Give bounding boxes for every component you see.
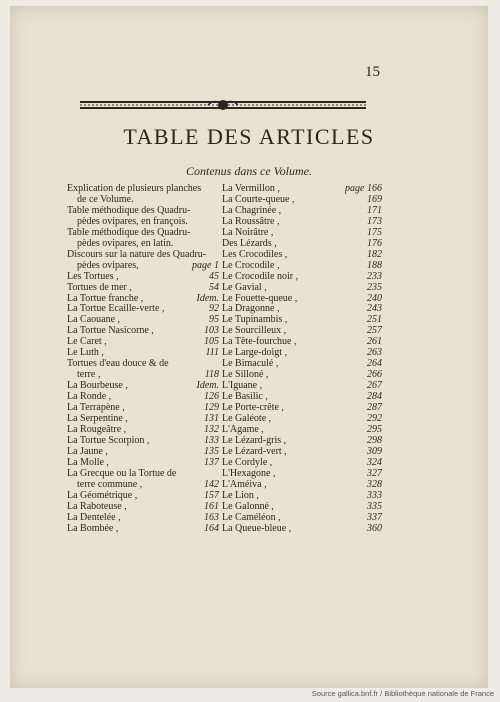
entry-title-line: Table méthodique des Quadru- [67,204,191,216]
entry-page-number: 327 [367,467,382,479]
entry-title-line: La Chagrinée , [222,204,282,216]
entry-title-line: La Grecque ou la Tortue de [67,467,177,479]
entry-title-line: Explication de plusieurs planches [67,183,202,194]
table-entry [222,261,382,272]
entry-title-line: La Géométrique , [67,489,138,501]
entry-title-line: Le Fouette-queue , [222,292,298,304]
entry-page-number: 164 [204,522,219,534]
entry-title-line: Le Gavial , [222,281,267,293]
entry-title-line: La Rougeâtre , [67,423,127,435]
entry-title-line: La Bourbeuse , [67,380,128,392]
entry-title-line: terre commune , [77,478,143,490]
entry-page-number: 103 [204,325,219,337]
table-entry [67,184,219,206]
entry-title-line: Le Crocodile noir , [222,270,299,282]
entry-title-line: pèdes ovipares, en françois. [77,215,188,227]
table-entry [222,513,382,524]
table-entry [67,272,219,283]
table-entry [67,513,219,524]
page-number: 15 [365,64,380,80]
table-entry [67,250,219,272]
entry-title-line: La Courte-queue , [222,193,295,205]
entry-title-line: Le Luth , [67,347,104,359]
entry-page-number: 142 [204,478,219,490]
entry-page-number: 173 [367,215,382,227]
entry-title-line: Tortues d'eau douce & de [67,358,169,370]
book-page [10,6,488,688]
entry-title-line: La Queue-bleue , [222,522,292,534]
entry-title-line: Le Bimaculé , [222,358,279,370]
table-entry [222,272,382,283]
entry-page-number: 298 [367,434,382,446]
entry-title-line: pèdes ovipares, en latin. [77,237,174,249]
entry-title-line: L'Améiva , [222,478,267,490]
entry-page-number: 309 [367,445,382,457]
entry-page-number: Idem. [196,380,219,392]
entry-title-line: Le Caret , [67,336,107,348]
entry-page-number: 111 [205,347,219,359]
source-credit: Source gallica.bnf.fr / Bibliothèque nationale de France [311,689,494,698]
entry-page-number: 45 [209,270,219,282]
entry-title-line: La Tortue Ecaille-verte , [67,303,165,315]
entry-page-number: 333 [367,489,382,501]
entry-title-line: Des Lézards , [222,237,277,249]
entry-title-line: La Tortue Nasicorne , [67,325,154,337]
entry-title-line: Les Tortues , [67,270,119,282]
entry-page-number: 251 [367,314,382,326]
page-title: TABLE DES ARTICLES [123,124,375,149]
page-subtitle: Contenus dans ce Volume. [186,164,312,178]
table-entry [67,228,219,250]
entry-page-number: 324 [367,456,382,468]
entry-title-line: La Caouane , [67,314,121,326]
entry-page-number: 266 [367,369,382,381]
entry-page-number: 360 [367,522,382,534]
entry-title-line: Le Basilic , [222,391,268,403]
entry-page-number: 261 [367,336,382,348]
table-column-right [222,184,382,535]
entry-page-number: 328 [367,478,382,490]
entry-title-line: Le Large-doigt , [222,347,288,359]
table-entry [67,491,219,502]
entry-page-number: 92 [209,303,219,315]
entry-title-line: de ce Volume. [77,193,134,205]
table-entry [222,283,382,294]
table-column-left [67,184,219,535]
entry-title-line: terre , [77,369,101,381]
entry-title-line: Le Lézard-gris , [222,434,287,446]
entry-title-line: Table méthodique des Quadru- [67,226,191,238]
entry-page-number: 337 [367,511,382,523]
table-entry [67,502,219,513]
entry-page-number: 188 [367,259,382,271]
table-entry [222,502,382,513]
entry-title-line: Les Crocodiles , [222,248,288,260]
entry-title-line: Le Silloné , [222,369,269,381]
entry-page-number: 95 [209,314,219,326]
entry-page-number: 235 [367,281,382,293]
entry-title-line: La Bombée , [67,522,119,534]
entry-page-number: 257 [367,325,382,337]
entry-title-line: Le Galéote , [222,413,272,425]
entry-page-number: page 1 [192,259,219,271]
entry-page-number: 132 [204,423,219,435]
entry-title-line: La Ronde , [67,391,112,403]
entry-page-number: 169 [367,193,382,205]
entry-page-number: 157 [204,489,219,501]
entry-page-number: 133 [204,434,219,446]
entry-page-number: 175 [367,226,382,238]
entry-title-line: pèdes ovipares, [77,259,139,271]
table-entry [67,469,219,491]
entry-page-number: 129 [204,402,219,414]
entry-title-line: Le Tupinambis , [222,314,288,326]
entry-title-line: Le Porte-crête , [222,402,284,414]
entry-title-line: La Serpentine , [67,413,128,425]
table-entry [67,524,219,535]
table-entry [67,359,219,381]
entry-title-line: Le Lion , [222,489,259,501]
entry-page-number: Idem. [196,292,219,304]
entry-page-number: 182 [367,248,382,260]
entry-page-number: 54 [209,281,219,293]
entry-title-line: Le Sourcilleux , [222,325,287,337]
entry-title-line: Tortues de mer , [67,281,132,293]
table-entry [222,524,382,535]
entry-page-number: 295 [367,423,382,435]
entry-title-line: La Terrapène , [67,402,125,414]
entry-page-number: 335 [367,500,382,512]
entry-title-line: Le Cordyle , [222,456,273,468]
entry-title-line: La Noirâtre , [222,226,274,238]
entry-title-line: La Raboteuse , [67,500,127,512]
entry-page-number: 292 [367,413,382,425]
entry-title-line: La Tortue franche , [67,292,144,304]
entry-title-line: La Tête-fourchue , [222,336,297,348]
entry-page-number: 137 [204,456,219,468]
entry-title-line: La Tortue Scorpion , [67,434,150,446]
entry-title-line: L'Hexagone , [222,467,276,479]
entry-page-number: 264 [367,358,382,370]
entry-title-line: La Dentelée , [67,511,121,523]
entry-page-number: 176 [367,237,382,249]
entry-title-line: Le Caméléon , [222,511,281,523]
entry-title-line: Discours sur la nature des Quadru- [67,248,207,260]
entry-page-number: 263 [367,347,382,359]
entry-title-line: L'Agame , [222,423,264,435]
entry-page-number: 131 [204,413,219,425]
entry-page-number: page 166 [345,183,382,194]
entry-page-number: 135 [204,445,219,457]
entry-page-number: 240 [367,292,382,304]
entry-title-line: La Jaune , [67,445,108,457]
entry-page-number: 163 [204,511,219,523]
entry-page-number: 284 [367,391,382,403]
entry-page-number: 267 [367,380,382,392]
entry-title-line: Le Crocodile , [222,259,280,271]
entry-page-number: 118 [204,369,219,381]
entry-page-number: 233 [367,270,382,282]
entry-title-line: La Molle , [67,456,109,468]
entry-page-number: 287 [367,402,382,414]
entry-page-number: 126 [204,391,219,403]
entry-title-line: La Roussâtre , [222,215,280,227]
ornamental-rule [80,98,366,112]
entry-title-line: L'Iguane , [222,380,263,392]
entry-title-line: Le Galonné , [222,500,274,512]
entry-title-line: La Vermillon , [222,183,280,194]
entry-title-line: La Dragonne , [222,303,280,315]
entry-page-number: 161 [204,500,219,512]
entry-page-number: 243 [367,303,382,315]
entry-title-line: Le Lézard-vert , [222,445,287,457]
entry-page-number: 105 [204,336,219,348]
entry-page-number: 171 [367,204,382,216]
table-entry [222,491,382,502]
table-entry [67,283,219,294]
table-entry [67,206,219,228]
